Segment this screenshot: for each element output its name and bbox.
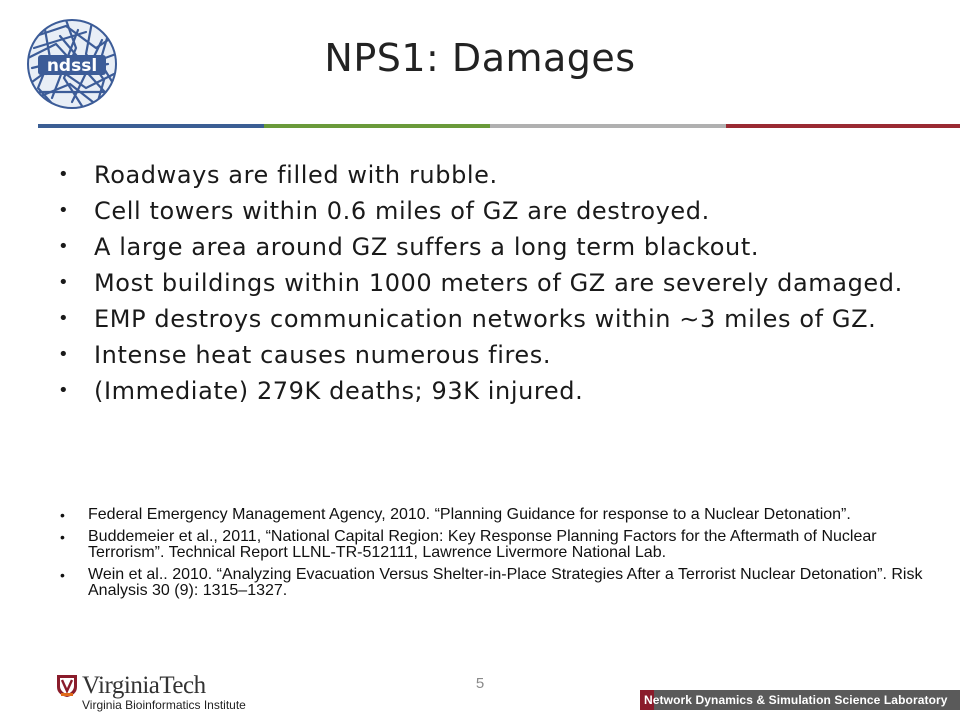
bullet-item: • (Immediate) 279K deaths; 93K injured. bbox=[58, 374, 908, 408]
reference-item: • Federal Emergency Management Agency, 2010. “Planning Guidance for response to a Nuclear Detonation”. bbox=[58, 507, 928, 523]
divider-segment-red bbox=[726, 124, 960, 128]
institution-subtitle: Virginia Bioinformatics Institute bbox=[82, 698, 246, 712]
lab-name: Network Dynamics & Simulation Science Laboratory bbox=[644, 693, 948, 707]
header-divider bbox=[38, 124, 960, 128]
bullet-item: • Cell towers within 0.6 miles of GZ are destroyed. bbox=[58, 194, 908, 228]
reference-item: • Wein et al.. 2010. “Analyzing Evacuation Versus Shelter-in-Place Strategies After a Terrorist Nuclear Detonation”. Risk Analysis 30 (9): 1315–1327. bbox=[58, 567, 928, 599]
bullet-item: • Roadways are filled with rubble. bbox=[58, 158, 908, 192]
page-number: 5 bbox=[475, 675, 485, 692]
reference-list bbox=[58, 507, 928, 605]
bullet-item: • Intense heat causes numerous fires. bbox=[58, 338, 908, 372]
logo-text: ndssl bbox=[46, 56, 98, 76]
divider-segment-gray bbox=[490, 124, 726, 128]
slide-title: NPS1: Damages bbox=[324, 36, 636, 80]
divider-segment-green bbox=[264, 124, 490, 128]
bullet-item: • A large area around GZ suffers a long term blackout. bbox=[58, 230, 908, 264]
reference-item: • Buddemeier et al., 2011, “National Capital Region: Key Response Planning Factors for the Aftermath of Nuclear Terrorism”. Technical Report LLNL-TR-512111, Lawrence Livermore National Lab. bbox=[58, 529, 928, 561]
virginia-tech-logo bbox=[56, 672, 286, 712]
bullet-item: • EMP destroys communication networks within ∼3 miles of GZ. bbox=[58, 302, 908, 336]
divider-segment-blue bbox=[38, 124, 264, 128]
bullet-item: • Most buildings within 1000 meters of GZ are severely damaged. bbox=[58, 266, 908, 300]
main-bullet-list bbox=[58, 158, 908, 410]
institution-name: VirginiaTech bbox=[82, 672, 206, 699]
vt-shield-icon bbox=[56, 674, 78, 698]
